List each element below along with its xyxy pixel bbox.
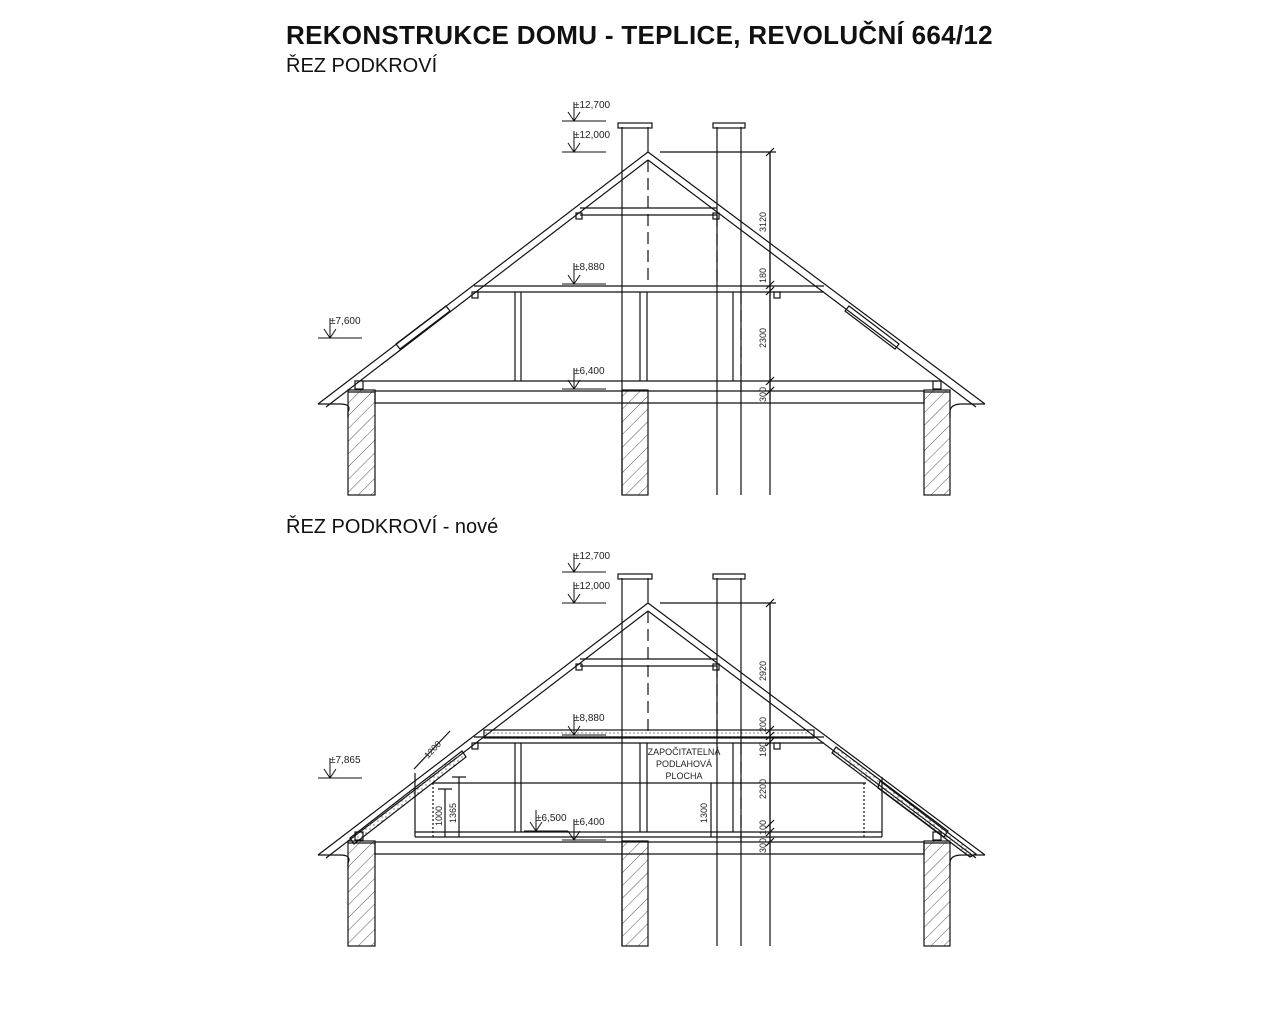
level-12000: ±12,000 — [574, 581, 611, 592]
dim-300: 300 — [758, 386, 768, 402]
dim-300: 300 — [758, 837, 768, 853]
level-6400: ±6,400 — [574, 366, 605, 377]
dim-1365: 1365 — [448, 802, 458, 823]
drawing-title: REKONSTRUKCE DOMU - TEPLICE, REVOLUČNÍ 664/12 — [286, 20, 993, 50]
level-8880: ±8,880 — [574, 713, 605, 724]
section-caption-original: ŘEZ PODKROVÍ — [286, 55, 438, 77]
level-7865: ±7,865 — [330, 755, 361, 766]
dim-180: 180 — [758, 267, 768, 283]
dim-2300: 2300 — [758, 327, 768, 348]
level-8880: ±8,880 — [574, 262, 605, 273]
section-caption-new: ŘEZ PODKROVÍ - nové — [286, 516, 499, 538]
dim-200: 200 — [758, 716, 768, 732]
dim-1200: 1200 — [422, 738, 444, 761]
floor-area-note-line3: PLOCHA — [665, 771, 703, 781]
level-12000: ±12,000 — [574, 130, 611, 141]
section-new-drawing — [0, 451, 1280, 951]
level-6500: ±6,500 — [536, 813, 567, 824]
level-7600: ±7,600 — [330, 316, 361, 327]
floor-area-note-line2: PODLAHOVÁ — [655, 759, 713, 769]
section-original-drawing — [0, 0, 1280, 500]
dim-100: 100 — [758, 819, 768, 835]
dim-2200: 2200 — [758, 778, 768, 799]
dim-2920: 2920 — [758, 660, 768, 681]
dim-1300: 1300 — [699, 802, 709, 823]
level-12700: ±12,700 — [574, 100, 611, 111]
floor-area-note-line1: ZAPOČITATELNÁ — [647, 747, 721, 757]
dim-3120: 3120 — [758, 211, 768, 232]
level-6400: ±6,400 — [574, 817, 605, 828]
dim-180: 180 — [758, 741, 768, 757]
dim-1000: 1000 — [434, 805, 444, 826]
level-12700: ±12,700 — [574, 551, 611, 562]
